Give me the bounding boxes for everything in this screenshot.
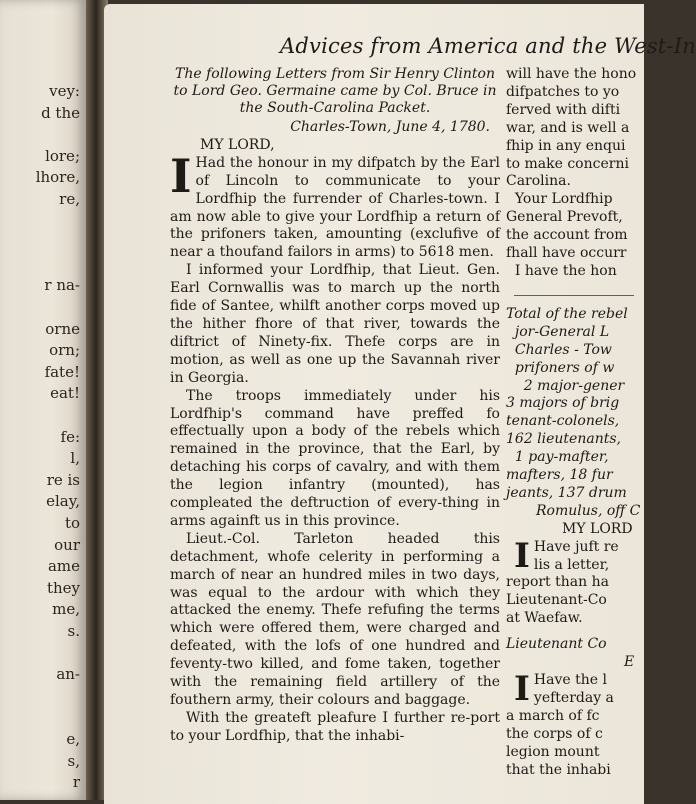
column-2-line: fhip in any enqui bbox=[506, 137, 626, 154]
paragraph-4: Lieut.-Col. Tarleton headed this detachment, whofe celerity in performing a march of near an hundred miles in two days, was equal to the ardour with which they attacked the enemy. Thefe refufing the terms which were offered them, were charged and defeated, with the lofs of one hundred and feventy-two killed, and fome taken, together with the remaining field artillery of the fouthern army, their colours and baggage. bbox=[170, 530, 500, 708]
column-2-line: 1 pay-mafter, bbox=[506, 449, 609, 466]
left-page-fragment: re, bbox=[59, 190, 80, 208]
letter-2 bbox=[506, 535, 666, 629]
column-2-line: to make concerni bbox=[506, 155, 629, 172]
column-2-line: jeants, 137 drum bbox=[506, 484, 627, 501]
page-header: Advices from America and the West-In bbox=[280, 34, 696, 58]
column-2-line: fhall have occurr bbox=[506, 245, 627, 262]
paragraph-3: The troops immediately under his Lordfhip's command have preffed fo effectually upon a body of the rebels which remained in the province, that the Earl, by detaching his corps of cavalry, and with them the legion infantry (mounted), has compleated the deftruction of every-thing in arms againft us in this province. bbox=[170, 387, 500, 529]
left-page-fragment: they bbox=[46, 578, 80, 597]
drop-cap: I bbox=[170, 148, 192, 203]
column-2-line: at Waefaw. bbox=[506, 610, 583, 627]
column-2-line: ferved with difti bbox=[506, 101, 621, 118]
section-rule bbox=[514, 295, 634, 296]
lieutenant-heading-2: E bbox=[624, 654, 635, 671]
column-2-line: Carolina. bbox=[506, 173, 571, 190]
left-page-fragment: re is bbox=[46, 470, 80, 489]
column-2-line: Have the l bbox=[533, 672, 607, 688]
dateline: Charles-Town, June 4, 1780. bbox=[290, 119, 490, 135]
column-2 bbox=[506, 66, 666, 779]
my-lord-line: MY LORD bbox=[562, 520, 633, 537]
letter-3-lines bbox=[506, 669, 666, 779]
left-page-fragment: fate! bbox=[44, 362, 80, 381]
column-2-line: a march of fc bbox=[506, 707, 600, 724]
left-page-fragment: orne bbox=[45, 319, 80, 338]
column-2-line: General Prevoft, bbox=[506, 209, 623, 226]
column-2-line: yefterday a bbox=[533, 689, 614, 706]
column-2-line: mafters, 18 fur bbox=[506, 467, 613, 484]
column-2-line: jor-General L bbox=[506, 323, 610, 340]
column-2-line: Total of the rebel bbox=[506, 305, 628, 322]
left-page-fragment: orn; bbox=[49, 341, 80, 360]
left-page-fragment: our bbox=[54, 535, 80, 554]
column-2-line: Your Lordfhip bbox=[506, 191, 613, 208]
column-2-line: 3 majors of brig bbox=[506, 395, 620, 412]
left-page-fragment: e, bbox=[66, 730, 80, 748]
salutation: MY LORD, bbox=[200, 136, 275, 153]
left-page-fragment: me, bbox=[52, 600, 80, 619]
column-2-line: legion mount bbox=[506, 743, 600, 760]
left-page-fragment: lore; bbox=[45, 146, 80, 165]
column-1 bbox=[170, 66, 500, 746]
left-page-fragment: l, bbox=[70, 449, 80, 468]
column-2-line: report than ha bbox=[506, 574, 609, 591]
left-page-fragment: ame bbox=[47, 557, 80, 576]
paragraph-1 bbox=[170, 148, 500, 262]
column-2-line: I have the hon bbox=[506, 262, 617, 279]
drop-cap-3: I bbox=[514, 669, 530, 709]
left-page-fragment: fe: bbox=[60, 427, 80, 446]
left-page-fragment: eat! bbox=[50, 384, 80, 403]
left-page-fragment: vey: bbox=[49, 82, 80, 100]
column-2-top-lines bbox=[506, 66, 666, 281]
paragraph-5: With the greateft pleafure I further re-port to your Lordfhip, that the inhabi- bbox=[170, 709, 500, 744]
left-page-fragment: s. bbox=[67, 622, 80, 640]
column-2-line: lis a letter, bbox=[533, 556, 610, 573]
letter-2-lines bbox=[506, 535, 666, 629]
column-2-line: Charles - Tow bbox=[506, 341, 612, 358]
romulus-line: Romulus, off C bbox=[536, 502, 641, 519]
column-2-line: 162 lieutenants, bbox=[506, 431, 621, 448]
left-page-fragment: an- bbox=[56, 665, 80, 684]
column-2-line: that the inhabi bbox=[506, 761, 611, 778]
column-2-line: 2 major-gener bbox=[506, 377, 625, 394]
left-page-fragment: r na- bbox=[44, 276, 80, 295]
left-page-fragment: d the bbox=[41, 103, 80, 122]
column-2-line: prifoners of w bbox=[506, 359, 615, 376]
rebel-total-lines bbox=[506, 306, 666, 503]
column-2-line: difpatches to yo bbox=[506, 83, 620, 100]
column-2-line: will have the hono bbox=[506, 66, 637, 82]
left-page-fragment: r bbox=[72, 773, 80, 792]
left-page-fragment: lhore, bbox=[35, 168, 80, 187]
article-intro: The following Letters from Sir Henry Clinton to Lord Geo. Germaine came by Col. Bruce in the South-Carolina Packet. bbox=[173, 66, 497, 116]
column-2-line: Lieutenant-Co bbox=[506, 592, 607, 609]
left-page-fragment: s, bbox=[67, 751, 80, 770]
lieutenant-heading: Lieutenant Co bbox=[506, 636, 607, 653]
column-2-line: the account from bbox=[506, 227, 628, 244]
left-page bbox=[0, 0, 86, 800]
column-2-line: tenant-colonels, bbox=[506, 413, 620, 430]
left-page-fragment: to bbox=[64, 514, 80, 532]
paragraph-1-text: Had the honour in my difpatch by the Earl of Lincoln to communicate to your Lordfhip the furrender of Charles-town. I am now able to give your Lordfhip a return of the prifoners taken, amounting (exclufive of near a thoufand failors in arms) to 5618 men. bbox=[170, 154, 500, 261]
right-page bbox=[104, 4, 696, 804]
paragraph-2: I informed your Lordfhip, that Lieut. Gen. Earl Cornwallis was to march up the north fide of Santee, whilft another corps moved up the hither fhore of that river, towards the diftrict of Ninety-fix. Thefe corps are in motion, as well as one up the Savannah river in Georgia. bbox=[170, 262, 500, 386]
letter-3 bbox=[506, 669, 666, 779]
left-page-fragment: elay, bbox=[46, 492, 80, 511]
drop-cap-2: I bbox=[514, 535, 530, 576]
column-2-line: the corps of c bbox=[506, 725, 603, 742]
column-2-line: war, and is well a bbox=[506, 119, 630, 136]
column-2-line: Have juft re bbox=[533, 538, 619, 555]
